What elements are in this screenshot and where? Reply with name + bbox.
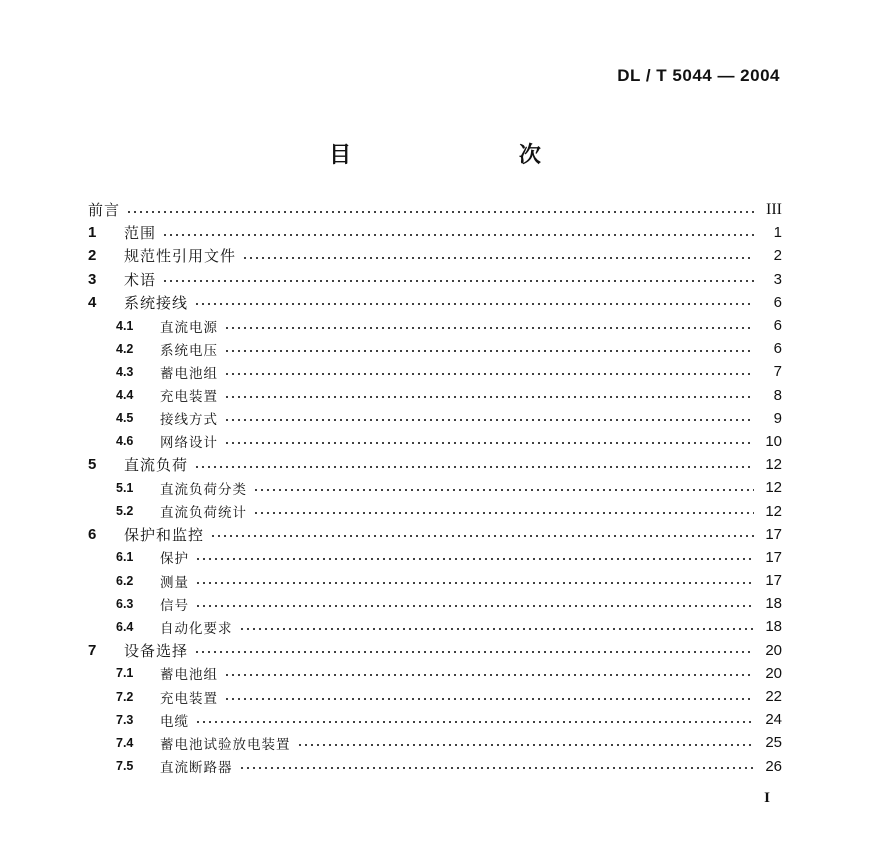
dot-leader	[224, 350, 754, 352]
toc-entry-label: 直流电源	[160, 319, 218, 336]
toc-entry-label: 系统接线	[124, 293, 189, 312]
toc-entry-label: 规范性引用文件	[124, 247, 237, 266]
toc-entry[interactable]	[86, 453, 782, 476]
toc-entry-label: 直流负荷分类	[160, 481, 247, 498]
toc-entry-page: 6	[773, 340, 782, 358]
toc-entry-number: 4	[88, 293, 97, 311]
toc-entry[interactable]	[86, 244, 782, 267]
dot-leader	[224, 419, 754, 421]
toc-entry-label: 设备选择	[124, 641, 189, 660]
toc-entry-number: 3	[88, 270, 97, 288]
toc-entry-label: 自动化要求	[160, 620, 233, 637]
toc-entry-page: 2	[773, 247, 782, 265]
toc-entry-number: 6	[88, 525, 97, 543]
toc-entry-label: 保护	[160, 551, 189, 568]
document-code: DL / T 5044 — 2004	[617, 66, 780, 85]
toc-entry-number: 6.2	[116, 573, 134, 588]
dot-leader	[297, 744, 755, 746]
toc-entry-number: 7	[88, 641, 97, 659]
toc-entry-page: III	[766, 200, 782, 218]
toc-entry[interactable]	[86, 662, 782, 685]
toc-entry[interactable]	[86, 592, 782, 615]
toc-entry-number: 2	[88, 247, 97, 265]
toc-entry[interactable]	[86, 430, 782, 453]
toc-entry-page: 17	[765, 548, 782, 566]
toc-entry-number: 4.5	[116, 411, 134, 426]
toc-entry-label: 信号	[160, 597, 189, 614]
dot-leader	[210, 535, 754, 537]
toc-entry-page: 10	[765, 432, 782, 450]
toc-entry-label: 电缆	[160, 713, 189, 730]
toc-entry-page: 1	[773, 224, 782, 242]
toc-entry-label: 接线方式	[160, 412, 218, 429]
toc-entry-label: 直流负荷	[124, 456, 189, 475]
toc-entry-page: 8	[773, 386, 782, 404]
toc-entry-number: 4.3	[116, 364, 134, 379]
dot-leader	[224, 674, 754, 676]
dot-leader	[242, 257, 754, 259]
dot-leader	[239, 628, 755, 630]
toc-entry-label: 充电装置	[160, 389, 218, 406]
toc-entry[interactable]	[86, 476, 782, 499]
toc-entry-number: 1	[88, 224, 97, 242]
dot-leader	[126, 211, 754, 213]
table-of-contents	[86, 198, 782, 778]
toc-entry-label: 蓄电池组	[160, 365, 218, 382]
toc-entry[interactable]	[86, 523, 782, 546]
toc-entry-label: 范围	[124, 224, 157, 243]
toc-entry-page: 20	[765, 664, 782, 682]
toc-entry-number: 6.1	[116, 550, 134, 565]
toc-entry[interactable]	[86, 639, 782, 662]
dot-leader	[162, 234, 754, 236]
toc-entry-number: 5	[88, 456, 97, 474]
toc-entry-label: 保护和监控	[124, 525, 205, 544]
toc-entry[interactable]	[86, 708, 782, 731]
toc-entry-number: 4.6	[116, 434, 134, 449]
toc-entry-number: 7.2	[116, 689, 134, 704]
toc-entry-label: 网络设计	[160, 435, 218, 452]
toc-entry-number: 5.1	[116, 480, 134, 495]
toc-entry-page: 24	[765, 711, 782, 729]
toc-entry[interactable]	[86, 685, 782, 708]
toc-entry[interactable]	[86, 314, 782, 337]
toc-entry-label: 充电装置	[160, 690, 218, 707]
toc-entry-label: 蓄电池组	[160, 667, 218, 684]
toc-entry-number: 5.2	[116, 504, 134, 519]
toc-entry-page: 22	[765, 688, 782, 706]
toc-entry-page: 7	[773, 363, 782, 381]
toc-entry-page: 6	[773, 317, 782, 335]
toc-entry-label: 系统电压	[160, 342, 218, 359]
dot-leader	[194, 466, 754, 468]
toc-entry-number: 7.3	[116, 712, 134, 727]
dot-leader	[239, 767, 755, 769]
dot-leader	[195, 582, 754, 584]
toc-entry-number: 7.5	[116, 759, 134, 774]
toc-entry-number: 6.4	[116, 619, 134, 634]
dot-leader	[224, 327, 754, 329]
toc-entry[interactable]	[86, 615, 782, 638]
dot-leader	[195, 558, 754, 560]
toc-entry[interactable]	[86, 337, 782, 360]
dot-leader	[194, 303, 754, 305]
toc-entry-number: 4.4	[116, 388, 134, 403]
dot-leader	[253, 512, 754, 514]
dot-leader	[195, 721, 754, 723]
toc-entry[interactable]	[86, 407, 782, 430]
toc-entry-page: 18	[765, 595, 782, 613]
toc-entry-number: 7.1	[116, 666, 134, 681]
toc-entry-page: 20	[765, 641, 782, 659]
toc-entry[interactable]	[86, 499, 782, 522]
toc-entry-label: 直流负荷统计	[160, 505, 247, 522]
toc-entry-page: 12	[765, 502, 782, 520]
toc-entry[interactable]	[86, 731, 782, 754]
toc-entry-number: 4.1	[116, 318, 134, 333]
toc-entry[interactable]	[86, 384, 782, 407]
toc-entry-page: 6	[773, 293, 782, 311]
toc-entry-page: 9	[773, 409, 782, 427]
toc-entry-page: 25	[765, 734, 782, 752]
toc-entry-number: 6.3	[116, 596, 134, 611]
toc-entry-label: 前言	[88, 201, 121, 220]
toc-entry-page: 18	[765, 618, 782, 636]
toc-title: 目 次	[329, 143, 621, 168]
dot-leader	[224, 373, 754, 375]
toc-entry[interactable]	[86, 291, 782, 314]
toc-entry-label: 测量	[160, 574, 189, 591]
toc-entry-label: 术语	[124, 270, 157, 289]
toc-entry-page: 26	[765, 757, 782, 775]
dot-leader	[195, 605, 754, 607]
dot-leader	[194, 651, 754, 653]
toc-entry-page: 17	[765, 525, 782, 543]
toc-entry-page: 17	[765, 572, 782, 590]
toc-entry[interactable]	[86, 569, 782, 592]
toc-entry-number: 7.4	[116, 735, 134, 750]
dot-leader	[224, 396, 754, 398]
toc-entry[interactable]	[86, 360, 782, 383]
toc-entry[interactable]	[86, 546, 782, 569]
dot-leader	[162, 280, 754, 282]
toc-entry[interactable]	[86, 268, 782, 291]
toc-entry-label: 直流断路器	[160, 760, 233, 777]
toc-entry-label: 蓄电池试验放电装置	[160, 736, 291, 753]
dot-leader	[253, 489, 754, 491]
toc-entry[interactable]	[86, 221, 782, 244]
dot-leader	[224, 698, 754, 700]
toc-entry-page: 3	[773, 270, 782, 288]
page-number: I	[764, 790, 770, 806]
toc-entry-number: 4.2	[116, 341, 134, 356]
toc-entry[interactable]	[86, 755, 782, 778]
toc-entry[interactable]	[86, 198, 782, 221]
toc-entry-page: 12	[765, 479, 782, 497]
dot-leader	[224, 442, 754, 444]
toc-entry-page: 12	[765, 456, 782, 474]
